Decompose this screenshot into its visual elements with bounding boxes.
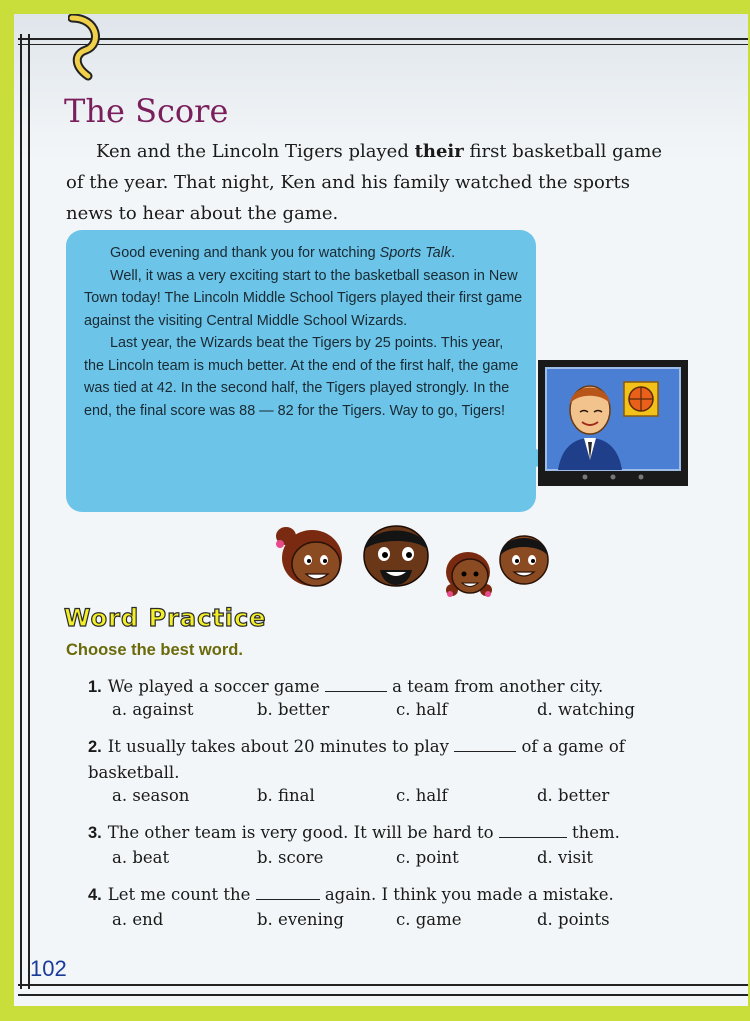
- cartoon-kids-faces-icon: [272, 520, 552, 600]
- textbook-page: [14, 14, 748, 1006]
- girl-face-2: [446, 552, 492, 597]
- intro-text-2: first basketball game of the year. That night, Ken and his family watched the sports news to hear about the game.: [66, 141, 663, 224]
- question-text-after: of a game of basketball.: [88, 737, 625, 782]
- question-text-before: The other team is very good. It will be hard to: [107, 823, 499, 842]
- option-d[interactable]: d. points: [537, 910, 610, 929]
- instruction-text: Choose the best word.: [66, 641, 243, 659]
- option-d[interactable]: d. better: [537, 786, 610, 805]
- top-border-rule: [18, 38, 748, 45]
- left-border-rule: [20, 34, 30, 989]
- answer-blank[interactable]: [454, 737, 516, 752]
- broadcast-para-3: Last year, the Wizards beat the Tigers by 25 points. This year, the Lincoln team is much better. At the end of the first half, the game was tied at 42. In the second half, the Tigers played strongly. In the end, the final score was 88 — 82 for the Tigers. Way to go, Tigers!: [84, 335, 519, 419]
- question-number: 2.: [88, 738, 102, 756]
- answer-blank[interactable]: [499, 823, 567, 838]
- question-text-before: We played a soccer game: [107, 677, 325, 696]
- boy-face-2: [500, 536, 548, 584]
- page-number: 102: [30, 956, 67, 981]
- option-b[interactable]: b. score: [257, 848, 324, 867]
- intro-bold-word: their: [414, 141, 464, 162]
- option-b[interactable]: b. final: [257, 786, 315, 805]
- option-d[interactable]: d. visit: [537, 848, 594, 867]
- broadcast-para-2: Well, it was a very exciting start to the basketball season in New Town today! The Lincoln Middle School Tigers played their first game against the visiting Central Middle School Wizards.: [84, 267, 523, 329]
- intro-paragraph: [66, 136, 666, 229]
- bottom-border-rule: [18, 984, 748, 996]
- question-text-before: It usually takes about 20 minutes to play: [107, 737, 455, 756]
- question-text-after: a team from another city.: [386, 677, 604, 696]
- answer-blank[interactable]: [325, 677, 387, 692]
- broadcast-text: [84, 242, 524, 422]
- section-heading: Word Practice: [64, 604, 267, 632]
- broadcast-greeting: Good evening and thank you for watching: [110, 245, 380, 261]
- option-c[interactable]: c. game: [396, 910, 462, 929]
- question-4: [88, 882, 648, 908]
- question-2: [88, 734, 648, 786]
- page-title: The Score: [64, 92, 229, 130]
- answer-blank[interactable]: [256, 885, 320, 900]
- option-d[interactable]: d. watching: [537, 700, 635, 719]
- option-c[interactable]: c. half: [396, 700, 448, 719]
- broadcast-greeting-end: .: [451, 245, 456, 261]
- show-name: Sports Talk: [379, 245, 452, 261]
- intro-text-1: Ken and the Lincoln Tigers played: [96, 141, 415, 162]
- boy-face-1: [364, 526, 428, 586]
- question-number: 3.: [88, 824, 102, 842]
- option-a[interactable]: a. beat: [112, 848, 170, 867]
- option-a[interactable]: a. against: [112, 700, 194, 719]
- tv-news-anchor-icon: [538, 360, 688, 486]
- question-number: 1.: [88, 678, 102, 696]
- question-number: 4.: [88, 886, 102, 904]
- option-a[interactable]: a. season: [112, 786, 190, 805]
- option-c[interactable]: c. point: [396, 848, 459, 867]
- broadcast-para-1: [84, 242, 524, 265]
- question-1: [88, 674, 648, 700]
- ring-binder-icon: [68, 14, 108, 84]
- question-3: [88, 820, 648, 846]
- option-c[interactable]: c. half: [396, 786, 448, 805]
- girl-face-1: [276, 527, 342, 586]
- question-text-after: again. I think you made a mistake.: [319, 885, 614, 904]
- option-b[interactable]: b. evening: [257, 910, 344, 929]
- option-b[interactable]: b. better: [257, 700, 330, 719]
- option-a[interactable]: a. end: [112, 910, 164, 929]
- question-text-after: them.: [566, 823, 620, 842]
- question-text-before: Let me count the: [107, 885, 256, 904]
